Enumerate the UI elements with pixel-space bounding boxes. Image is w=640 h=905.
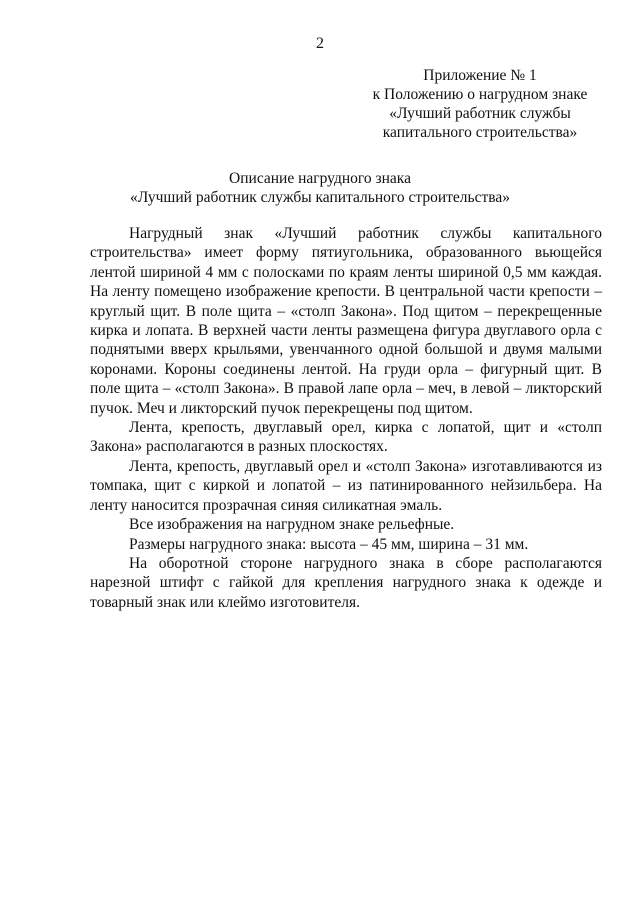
appendix-line-4: капитального строительства» (382, 124, 578, 141)
paragraph-reverse-side: На оборотной стороне нагрудного знака в сборе располагаются нарезной штифт с гайкой для крепления нагрудного знака к одежде и товарный знак или клеймо изготовителя. (90, 554, 602, 611)
appendix-header (360, 66, 600, 142)
appendix-line-1: Приложение № 1 (423, 67, 537, 84)
document-body (90, 224, 602, 612)
page-number: 2 (316, 35, 324, 52)
paragraph-relief: Все изображения на нагрудном знаке рельефные. (129, 516, 455, 534)
title-line-1: Описание нагрудного знака (229, 170, 411, 187)
appendix-line-2: к Положению о нагрудном знаке (372, 86, 588, 103)
paragraph-dimensions: Размеры нагрудного знака: высота – 45 мм, ширина – 31 мм. (129, 535, 529, 553)
appendix-line-3: «Лучший работник службы (389, 105, 571, 122)
document-title (0, 169, 640, 207)
paragraph-description: Нагрудный знак «Лучший работник службы капитального строительства» имеет форму пятиугольника, образованного вьющейся лентой шириной 4 мм с полосками по краям ленты шириной 0,5 мм каждая. На ленту помещено изображение крепости. В центральной части крепости – круглый щит. В поле щита – «столп Закона». Под щитом – перекрещенные кирка и лопата. В верхней части ленты размещена фигура двуглавого орла с поднятыми вверх крыльями, увенчанного одной большой и двумя малыми коронами. Короны соединены лентой. На груди орла – фигурный щит. В поле щита – «столп Закона». В правой лапе орла – меч, в левой – ликторский пучок. Меч и ликторский пучок перекрещены под щитом. (90, 225, 602, 417)
title-line-2: «Лучший работник службы капитального строительства» (130, 189, 510, 206)
paragraph-planes: Лента, крепость, двуглавый орел, кирка с лопатой, щит и «столп Закона» располагаются в разных плоскостях. (90, 419, 602, 456)
paragraph-materials: Лента, крепость, двуглавый орел и «столп Закона» изготавливаются из томпака, щит с киркой и лопатой – из патинированного нейзильбера. На ленту наносится прозрачная синяя силикатная эмаль. (90, 457, 602, 514)
